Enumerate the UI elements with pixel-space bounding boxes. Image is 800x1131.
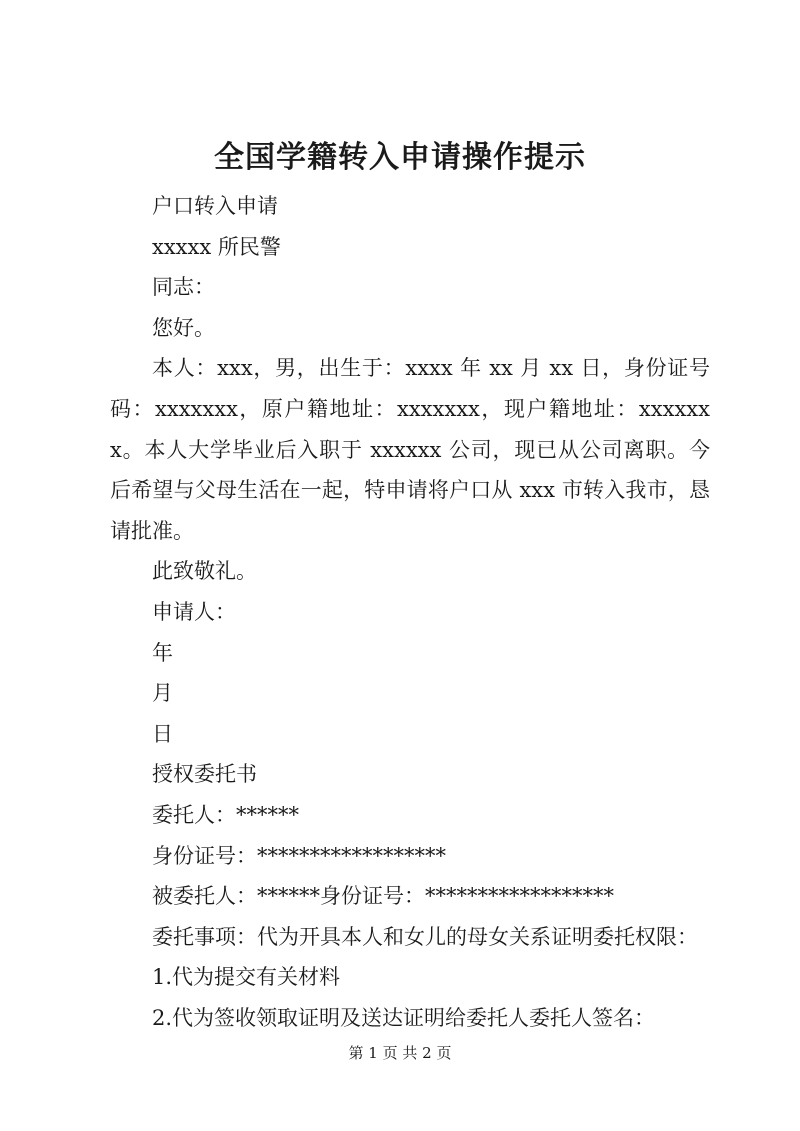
year-line: 年 (152, 640, 173, 665)
recipient-line: xxxxx 所民警 (152, 234, 281, 259)
item-2-line: 2.代为签收领取证明及送达证明给委托人委托人签名： (152, 1005, 656, 1030)
section-heading-hukou: 户口转入申请 (152, 194, 278, 218)
document-body (110, 186, 710, 1038)
item-1-line: 1.代为提交有关材料 (152, 965, 341, 990)
applicant-line: 申请人： (152, 599, 236, 624)
section-heading-authorization: 授权委托书 (152, 762, 257, 787)
principal-line: 委托人：****** (152, 802, 299, 827)
day-line: 日 (152, 721, 173, 746)
document-title: 全国学籍转入申请操作提示 (214, 140, 586, 175)
agent-line: 被委托人：******身份证号：****************** (152, 884, 614, 909)
page-indicator: 第 1 页 共 2 页 (348, 1044, 452, 1062)
closing-line: 此致敬礼。 (152, 559, 257, 584)
matters-line: 委托事项：代为开具本人和女儿的母女关系证明委托权限： (152, 924, 698, 949)
principal-id-line: 身份证号：****************** (152, 843, 446, 868)
salutation-line: 同志： (152, 275, 215, 300)
greeting-line: 您好。 (152, 315, 215, 340)
month-line: 月 (152, 681, 173, 706)
application-paragraph: 本人：xxx，男，出生于：xxxx 年 xx 月 xx 日，身份证号码：xxxxxxx，原户籍地址：xxxxxxx，现户籍地址：xxxxxxx。本人大学毕业后入职于 xxxxxx 公司，现已从公司离职。今后希望与父母生活在一起，特申请将户口从 xxx 市转入我市，恳请批准。 (110, 356, 710, 543)
